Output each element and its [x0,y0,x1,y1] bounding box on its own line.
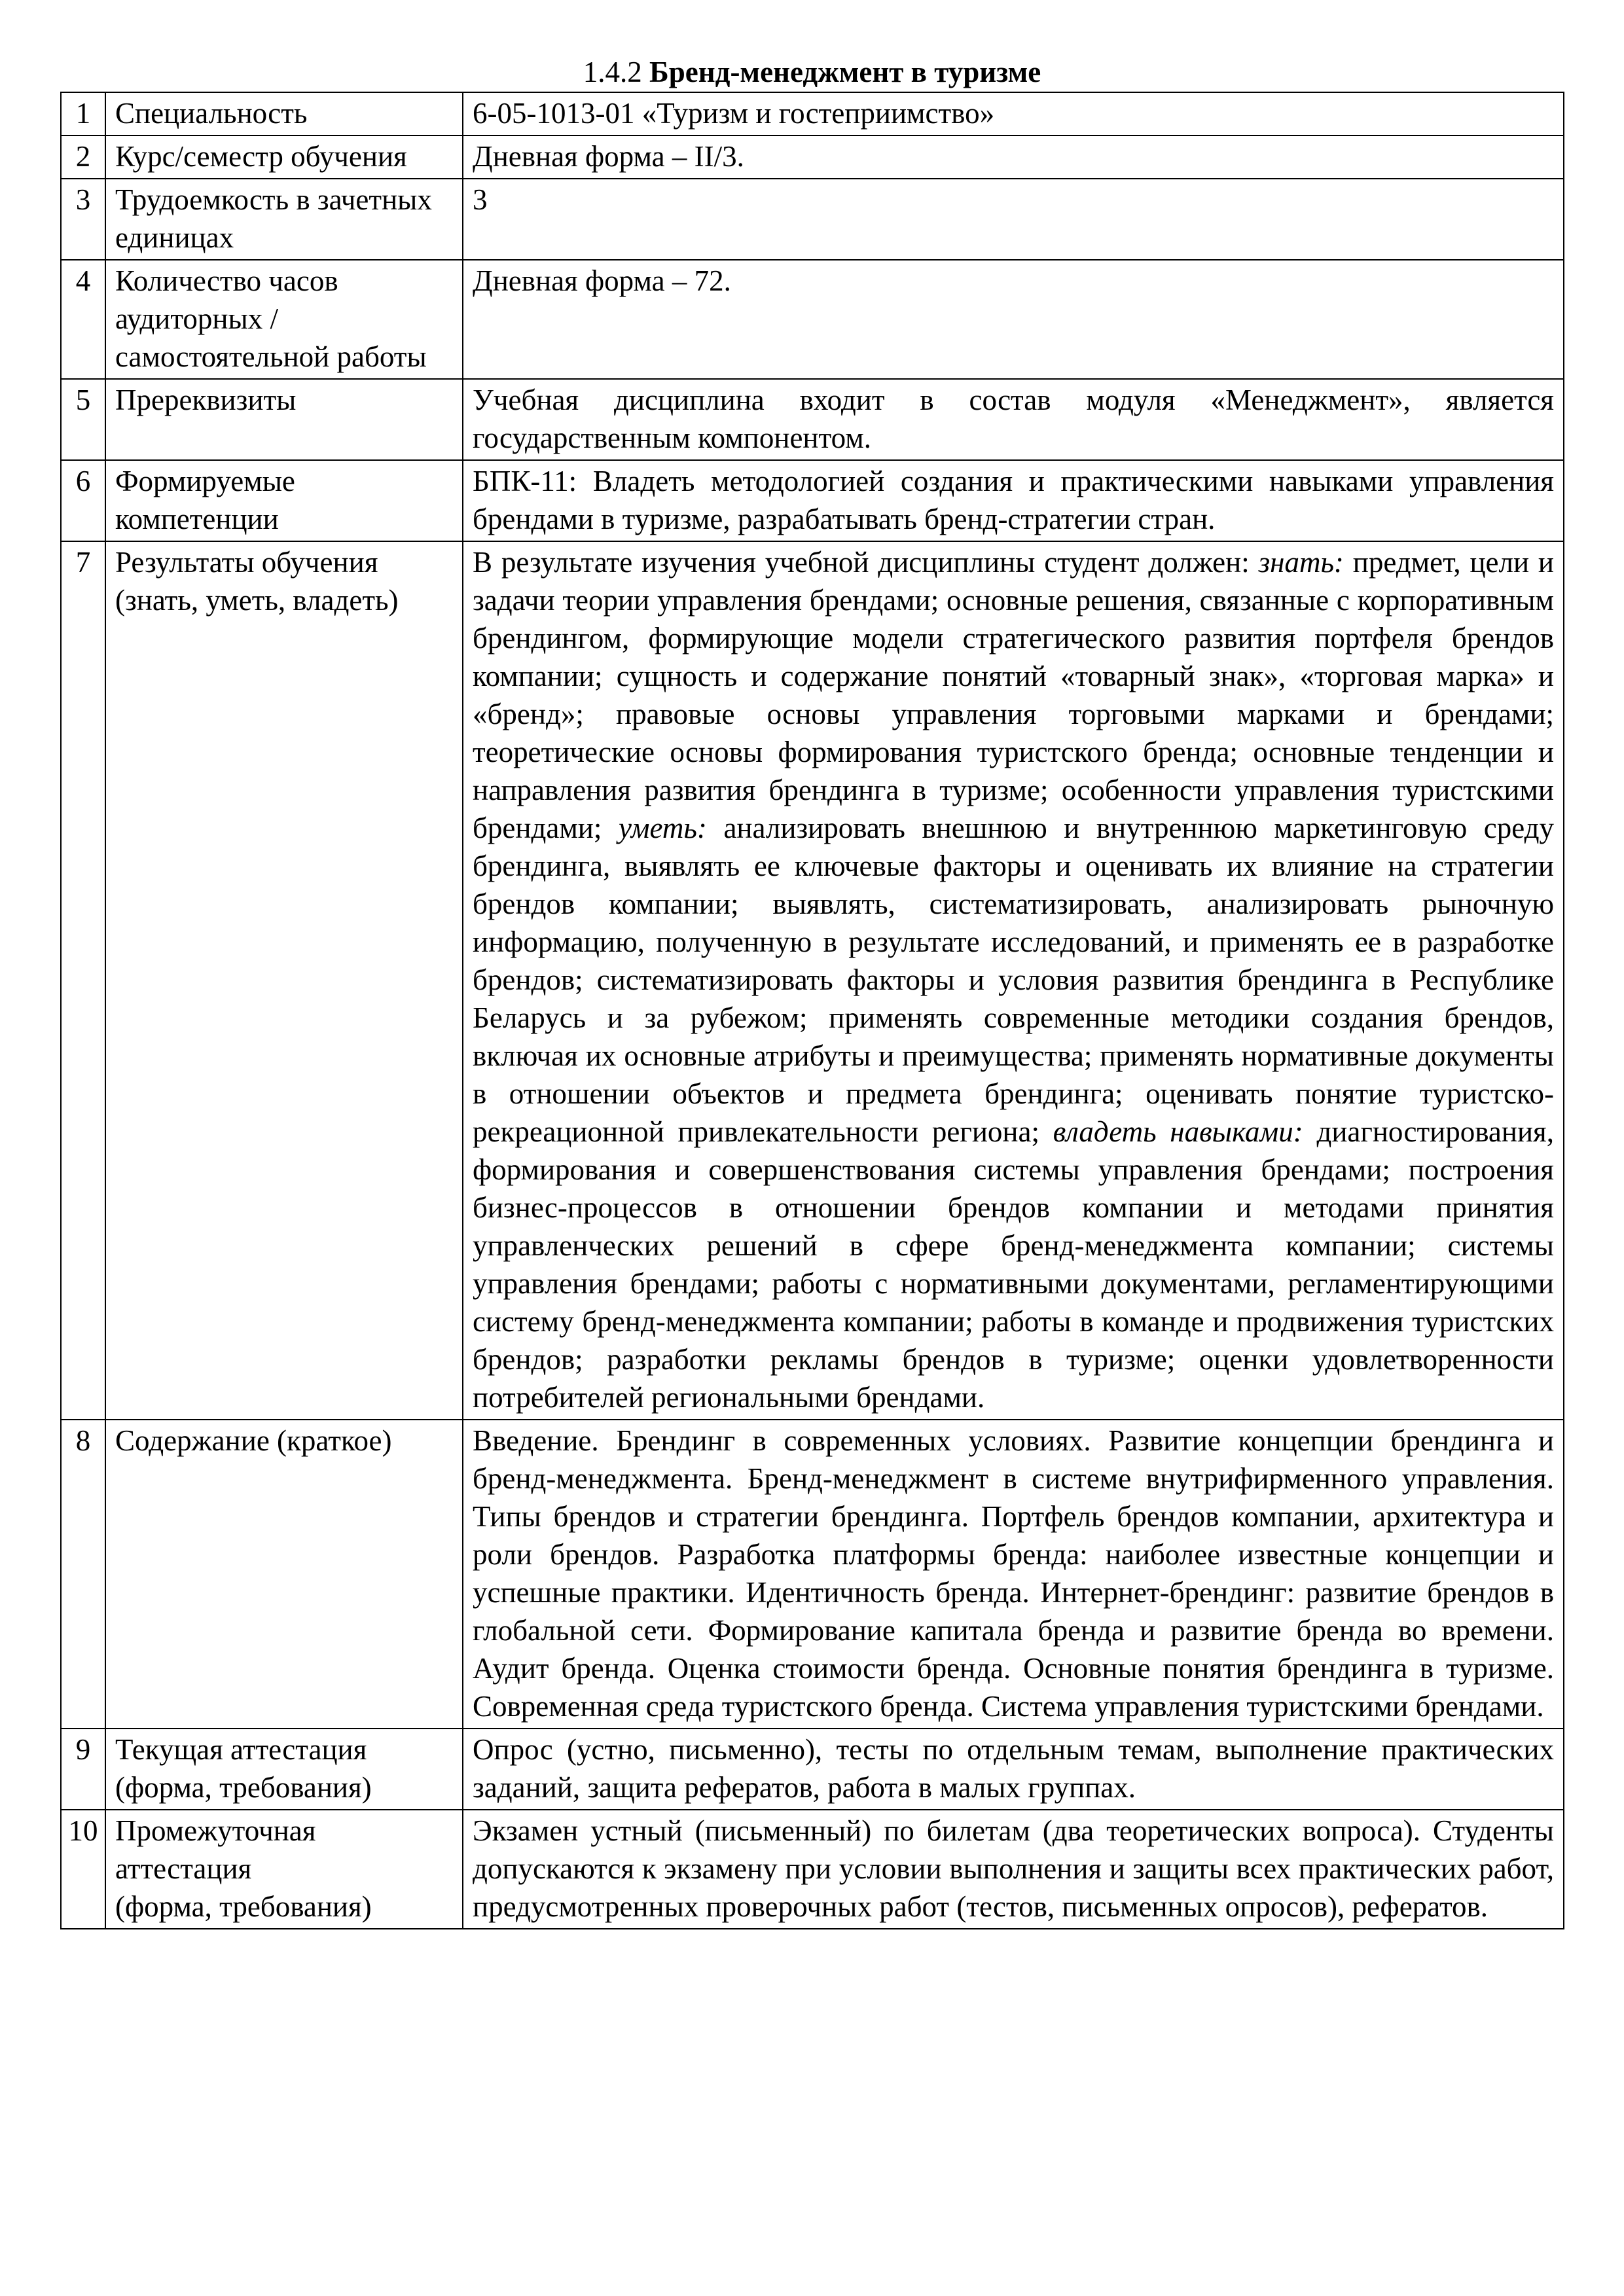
row-value: Экзамен устный (письменный) по билетам (два теоретических вопроса). Студенты допускаются к экзамену при условии выполнения и защиты всех практических работ, предусмотренных проверочных работ (тестов, письменных опросов), рефератов. [463,1810,1564,1929]
row-value: Опрос (устно, письменно), тесты по отдельным темам, выполнение практических заданий, защита рефератов, работа в малых группах. [463,1729,1564,1810]
row-label: Количество часов аудиторных / самостоятельной работы [105,260,463,379]
row-label: Пререквизиты [105,379,463,460]
row-number: 8 [61,1420,105,1729]
own-label: владеть навыками: [1053,1115,1303,1148]
row-number: 6 [61,460,105,541]
own-text: диагностирования, формирования и совершенствования системы управления брендами; построения бизнес-процессов в отношении брендов компании и методами принятия управленческих решений в сфере бренд-менеджмента компании; системы управления брендами; работы с нормативными документами, регламентирующими систему бренд-менеджмента компании; работы в команде и продвижения туристских брендов; разработки рекламы брендов в туризме; оценки удовлетворенности потребителей региональными брендами. [473,1115,1555,1414]
page-title [0,54,1624,90]
row-label-line: Промежуточная аттестация [115,1814,316,1885]
row-label: Формируемые компетенции [105,460,463,541]
row-label: Трудоемкость в зачетных единицах [105,179,463,260]
table-row [61,92,1564,135]
know-text: предмет, цели и задачи теории управления брендами; основные решения, связанные с корпоративным брендингом, формирующие модели стратегического развития портфеля брендов компании; сущность и содержание понятий «товарный знак», «торговая марка» и «бренд»; правовые основы управления торговыми марками и брендами; теоретические основы формирования туристского бренда; основные тенденции и направления развития брендинга в туризме; особенности управления туристскими брендами; [473,546,1554,844]
row-label-line: (форма, требования) [115,1890,372,1923]
section-title: Бренд-менеджмент в туризме [649,56,1041,88]
table-row [61,179,1564,260]
row-number: 4 [61,260,105,379]
row-value: Дневная форма – 72. [463,260,1564,379]
can-label: уметь: [618,812,707,844]
table-row [61,1729,1564,1810]
know-label: знать: [1258,546,1344,579]
row-value: 6-05-1013-01 «Туризм и гостеприимство» [463,92,1564,135]
table-row [61,541,1564,1420]
can-text: анализировать внешнюю и внутреннюю маркетинговую среду брендинга, выявлять ее ключевые факторы и оценивать их влияние на стратегии брендов компании; выявлять, систематизировать, анализировать рыночную информацию, полученную в результате исследований, и применять ее в разработке брендов; систематизировать факторы и условия развития брендинга в Республике Беларусь и за рубежом; применять современные методики создания брендов, включая их основные атрибуты и преимущества; применять нормативные документы в отношении объектов и предмета брендинга; оценивать понятие туристско-рекреационной привлекательности региона; [473,812,1555,1148]
row-number: 9 [61,1729,105,1810]
row-label: Содержание (краткое) [105,1420,463,1729]
row-label: Специальность [105,92,463,135]
row-value [463,541,1564,1420]
table-row [61,379,1564,460]
row-value: БПК-11: Владеть методологией создания и практическими навыками управления брендами в туризме, разрабатывать бренд-стратегии стран. [463,460,1564,541]
row-label [105,1810,463,1929]
row-label: Результаты обучения (знать, уметь, владеть) [105,541,463,1420]
row-number: 10 [61,1810,105,1929]
row-value: Дневная форма – II/3. [463,135,1564,179]
row-label: Курс/семестр обучения [105,135,463,179]
table-row [61,135,1564,179]
table-row [61,1420,1564,1729]
table-row [61,1810,1564,1929]
row-number: 3 [61,179,105,260]
row-number: 1 [61,92,105,135]
section-number: 1.4.2 [583,56,642,88]
row-value: 3 [463,179,1564,260]
table-row [61,460,1564,541]
row-value: Учебная дисциплина входит в состав модуля «Менеджмент», является государственным компонентом. [463,379,1564,460]
row-value: Введение. Брендинг в современных условиях. Развитие концепции брендинга и бренд-менеджмента. Бренд-менеджмент в системе внутрифирменного управления. Типы брендов и стратегии брендинга. Портфель брендов компании, архитектура и роли брендов. Разработка платформы бренда: наиболее известные концепции и успешные практики. Идентичность бренда. Интернет-брендинг: развитие брендов в глобальной сети. Формирование капитала бренда и развитие бренда во времени. Аудит бренда. Оценка стоимости бренда. Основные понятия брендинга в туризме. Современная среда туристского бренда. Система управления туристскими брендами. [463,1420,1564,1729]
row-number: 5 [61,379,105,460]
row-number: 7 [61,541,105,1420]
row-number: 2 [61,135,105,179]
discipline-info-table [60,92,1564,1929]
table-row [61,260,1564,379]
row-label: Текущая аттестация (форма, требования) [105,1729,463,1810]
results-intro: В результате изучения учебной дисциплины студент должен: [473,546,1250,579]
